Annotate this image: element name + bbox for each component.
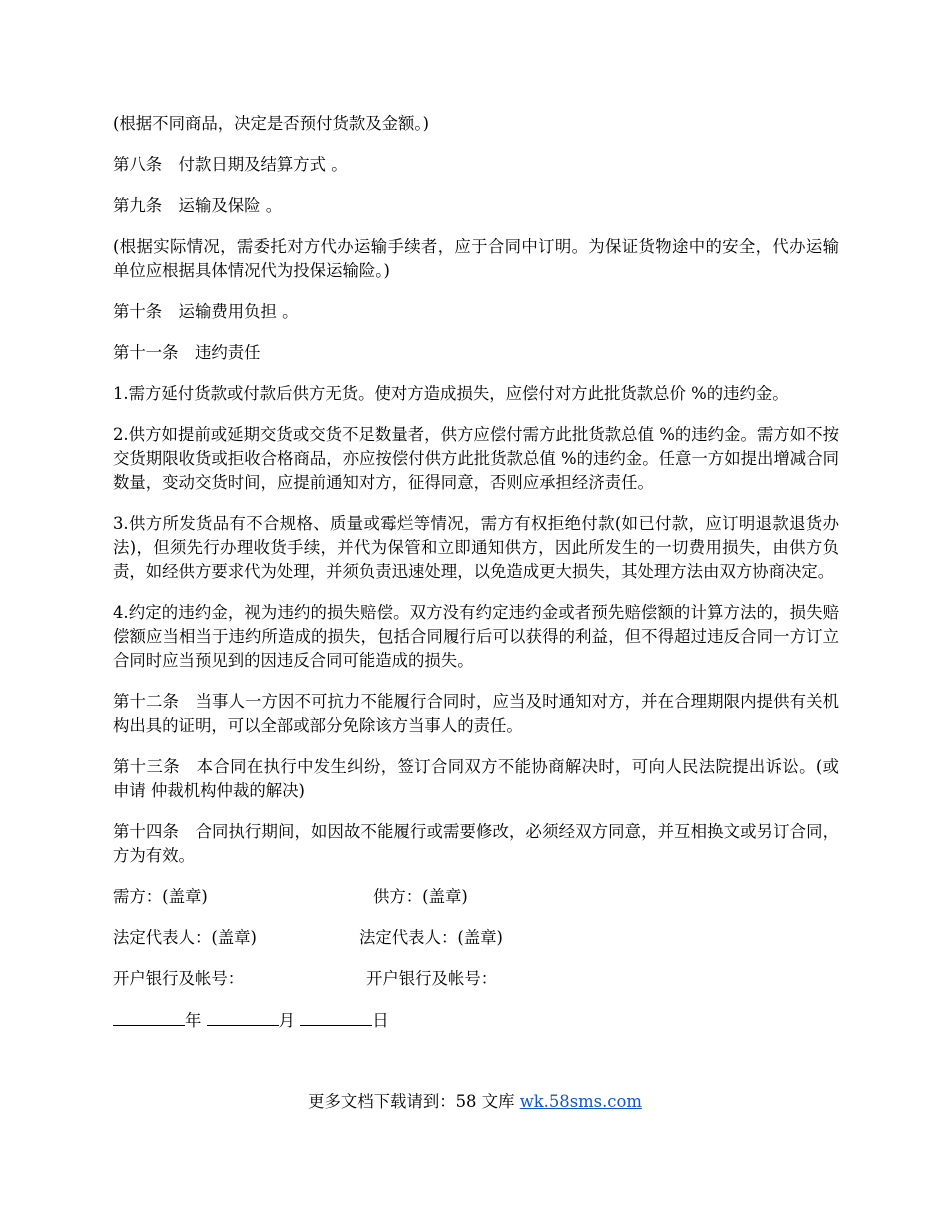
contract-body bbox=[113, 112, 839, 1032]
day-blank[interactable] bbox=[300, 1008, 372, 1026]
transport-note: (根据实际情况，需委托对方代办运输手续者，应于合同中订明。为保证货物途中的安全，代办运输单位应根据具体情况代为投保运输险。) bbox=[113, 237, 839, 280]
year-label: 年 bbox=[185, 1011, 202, 1030]
article-13: 第十三条 本合同在执行中发生纠纷，签订合同双方不能协商解决时，可向人民法院提出诉讼。(或申请 仲裁机构仲裁的解决) bbox=[113, 757, 839, 800]
liability-clause-2: 2.供方如提前或延期交货或交货不足数量者，供方应偿付需方此批货款总值 %的违约金。需方如不按交货期限收货或拒收合格商品，亦应按偿付供方此批货款总值 %的违约金。任意一方如提出增减合同数量，变动交货时间，应提前通知对方，征得同意，否则应承担经济责任。 bbox=[113, 425, 839, 492]
date-line bbox=[113, 1008, 839, 1032]
seller-representative: 法定代表人：(盖章) bbox=[359, 928, 503, 947]
seal-row bbox=[113, 885, 839, 909]
year-blank[interactable] bbox=[113, 1008, 185, 1026]
article-10: 第十条 运输费用负担 。 bbox=[113, 302, 299, 321]
buyer-seal: 需方：(盖章) bbox=[113, 887, 208, 906]
day-label: 日 bbox=[372, 1011, 389, 1030]
month-blank[interactable] bbox=[207, 1008, 279, 1026]
article-11: 第十一条 违约责任 bbox=[113, 343, 261, 362]
bank-row bbox=[113, 967, 839, 991]
liability-clause-4: 4.约定的违约金，视为违约的损失赔偿。双方没有约定违约金或者预先赔偿额的计算方法的，损失赔偿额应当相当于违约所造成的损失，包括合同履行后可以获得的利益，但不得超过违反合同一方订立合同时应当预见到的因违反合同可能造成的损失。 bbox=[113, 603, 839, 670]
representative-row bbox=[113, 926, 839, 950]
article-9: 第九条 运输及保险 。 bbox=[113, 196, 283, 215]
buyer-representative: 法定代表人：(盖章) bbox=[113, 928, 257, 947]
footer-text: 更多文档下载请到：58 文库 bbox=[308, 1092, 520, 1111]
article-8: 第八条 付款日期及结算方式 。 bbox=[113, 155, 348, 174]
download-footer bbox=[0, 1090, 950, 1114]
article-14: 第十四条 合同执行期间，如因故不能履行或需要修改，必须经双方同意，并互相换文或另订合同，方为有效。 bbox=[113, 822, 839, 865]
footer-link[interactable]: wk.58sms.com bbox=[519, 1092, 642, 1111]
seller-bank-account: 开户银行及帐号： bbox=[366, 969, 498, 988]
seller-seal: 供方：(盖章) bbox=[373, 887, 468, 906]
prepayment-note: (根据不同商品，决定是否预付货款及金额。) bbox=[113, 114, 430, 133]
buyer-bank-account: 开户银行及帐号： bbox=[113, 969, 245, 988]
liability-clause-1: 1.需方延付货款或付款后供方无货。使对方造成损失，应偿付对方此批货款总价 %的违约金。 bbox=[113, 384, 789, 403]
month-label: 月 bbox=[278, 1011, 295, 1030]
liability-clause-3: 3.供方所发货品有不合规格、质量或霉烂等情况，需方有权拒绝付款(如已付款，应订明退款退货办法)，但须先行办理收货手续，并代为保管和立即通知供方，因此所发生的一切费用损失，由供方负责，如经供方要求代为处理，并须负责迅速处理，以免造成更大损失，其处理方法由双方协商决定。 bbox=[113, 514, 839, 581]
article-12: 第十二条 当事人一方因不可抗力不能履行合同时，应当及时通知对方，并在合理期限内提供有关机构出具的证明，可以全部或部分免除该方当事人的责任。 bbox=[113, 692, 839, 735]
